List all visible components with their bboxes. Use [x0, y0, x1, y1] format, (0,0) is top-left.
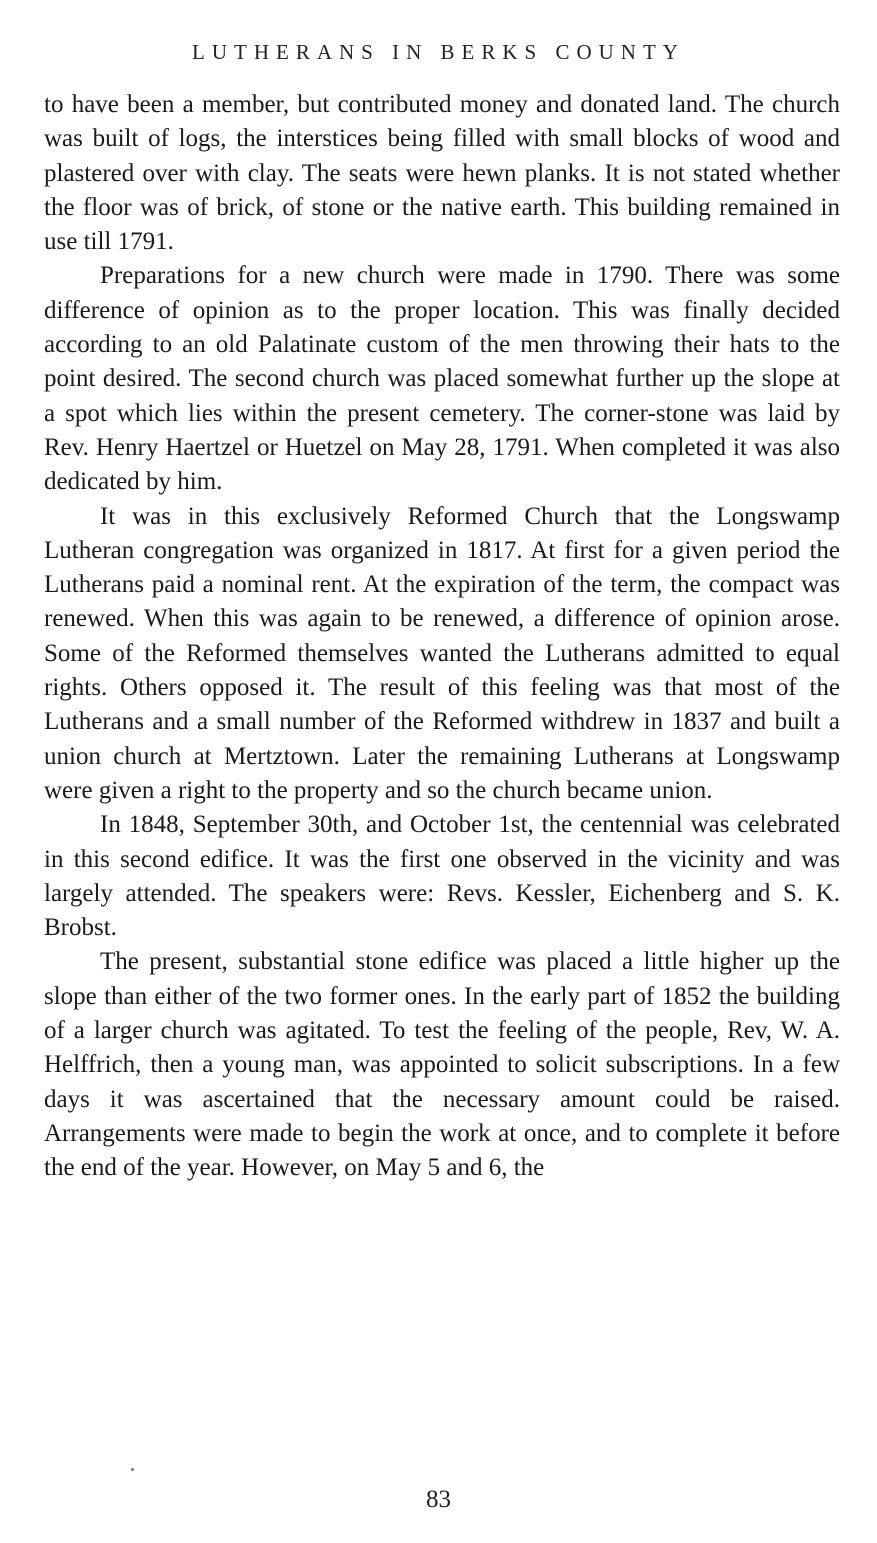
paragraph-continuation: to have been a member, but contributed money and donated land. The church was built of logs, the interstices being filled with small blocks of wood and plastered over with clay. The seats were hewn planks. It is not stated whether the floor was of brick, of stone or the native earth. This building remained in use till 1791.: [44, 91, 840, 256]
page-number: 83: [426, 1486, 451, 1513]
body-text: [44, 88, 840, 1186]
ink-speck: [131, 1468, 134, 1471]
paragraph-new-church: Preparations for a new church were made in 1790. There was some difference of opinion as to the proper location. This was finally decided according to an old Palatinate custom of the men throwing their hats to the point desired. The second church was placed somewhat further up the slope at a spot which lies within the present cemetery. The corner-stone was laid by Rev. Henry Haertzel or Huetzel on May 28, 1791. When completed it was also dedicated by him.: [44, 262, 840, 496]
paragraph-present-edifice: The present, substantial stone edifice was placed a little higher up the slope than either of the two former ones. In the early part of 1852 the building of a larger church was agitated. To test the feeling of the people, Rev, W. A. Helffrich, then a young man, was appointed to solicit subscriptions. In a few days it was ascertained that the necessary amount could be raised. Arrangements were made to begin the work at once, and to complete it before the end of the year. However, on May 5 and 6, the: [44, 948, 840, 1182]
paragraph-lutheran-congregation: It was in this exclusively Reformed Church that the Longswamp Lutheran congregation was organized in 1817. At first for a given period the Lutherans paid a nominal rent. At the expiration of the term, the compact was renewed. When this was again to be renewed, a difference of opinion arose. Some of the Reformed themselves wanted the Lutherans admitted to equal rights. Others opposed it. The result of this feeling was that most of the Lutherans and a small number of the Reformed withdrew in 1837 and built a union church at Mertztown. Later the remaining Lutherans at Longswamp were given a right to the property and so the church became union.: [44, 502, 840, 804]
running-head: LUTHERANS IN BERKS COUNTY: [192, 40, 685, 64]
paragraph-centennial: In 1848, September 30th, and October 1st, the centennial was celebrated in this second edifice. It was the first one observed in the vicinity and was largely attended. The speakers were: Revs. Kessler, Eichenberg and S. K. Brobst.: [44, 811, 840, 942]
